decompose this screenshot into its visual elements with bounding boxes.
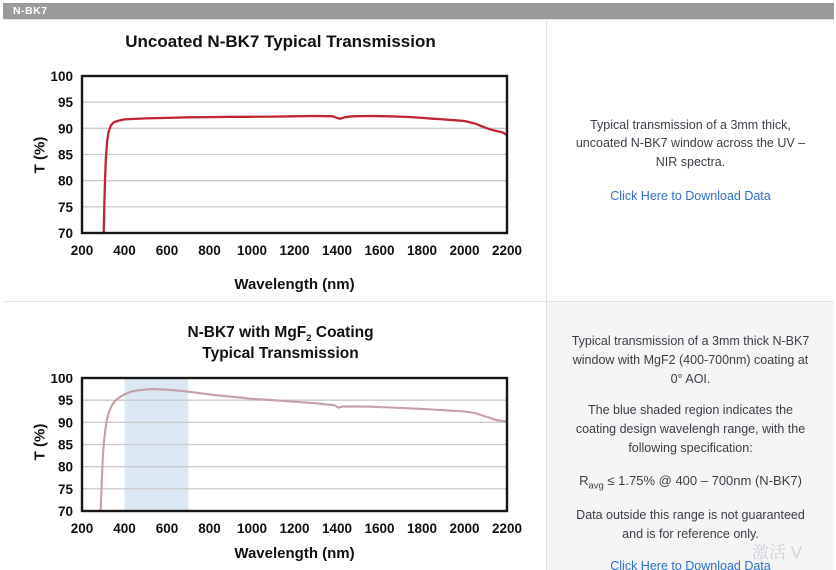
coated-spec: $R_{avg} \le 1.75\%$ @ 400 – 700nm (N-BK7) (579, 472, 802, 492)
svg-text:800: 800 (198, 243, 221, 258)
svg-text:400: 400 (113, 521, 136, 536)
svg-text:400: 400 (113, 243, 136, 258)
svg-text:90: 90 (57, 121, 73, 137)
tab-bar (3, 3, 834, 19)
svg-text:95: 95 (57, 393, 73, 409)
uncoated-chart-cell (3, 20, 547, 302)
svg-text:1600: 1600 (364, 243, 395, 258)
svg-text:200: 200 (70, 243, 94, 258)
coated-download-link[interactable]: Click Here to Download Data (610, 558, 771, 570)
uncoated-download-link[interactable]: Click Here to Download Data (610, 188, 771, 203)
coated-chart-title: N-BK7 with MgF$_2$ Coating Typical Transmission (187, 324, 374, 362)
coated-band-note: The blue shaded region indicates the coating design wavelengh range, with the following specification: (575, 403, 806, 455)
coated-description: Typical transmission of a 3mm thick N-BK7 window with MgF2 (400-700nm) coating at 0° AOI. (571, 334, 810, 386)
svg-text:70: 70 (57, 226, 73, 241)
svg-text:1600: 1600 (364, 521, 395, 536)
svg-text:1800: 1800 (406, 521, 438, 536)
svg-text:1200: 1200 (279, 521, 310, 536)
svg-text:70: 70 (57, 504, 73, 519)
coated-disclaimer: Data outside this range is not guaranteed and is for reference only. (576, 508, 805, 542)
coated-transmission-chart (3, 374, 547, 542)
coated-chart-cell (3, 302, 547, 570)
uncoated-transmission-chart (3, 70, 547, 265)
uncoated-y-axis-label: T (%) (31, 136, 49, 174)
svg-text:80: 80 (57, 459, 73, 475)
svg-text:80: 80 (57, 173, 73, 189)
svg-text:800: 800 (198, 521, 221, 536)
coated-description-panel (547, 302, 834, 570)
uncoated-description-panel (547, 20, 834, 302)
svg-text:2000: 2000 (449, 521, 480, 536)
uncoated-chart-title: Uncoated N-BK7 Typical Transmission (125, 32, 436, 51)
svg-text:75: 75 (57, 199, 73, 215)
svg-text:100: 100 (50, 70, 73, 84)
svg-text:1200: 1200 (279, 243, 310, 258)
svg-text:2000: 2000 (449, 243, 480, 258)
activate-watermark: 激活 V (752, 543, 803, 562)
svg-text:1400: 1400 (321, 243, 353, 258)
svg-text:100: 100 (50, 374, 73, 386)
svg-text:1400: 1400 (321, 521, 353, 536)
svg-text:200: 200 (70, 521, 94, 536)
svg-text:90: 90 (57, 415, 73, 431)
svg-text:1800: 1800 (406, 243, 438, 258)
svg-text:85: 85 (57, 437, 73, 453)
coated-x-axis-label: Wavelength (nm) (234, 545, 355, 562)
svg-text:2200: 2200 (491, 243, 523, 258)
svg-text:95: 95 (57, 95, 73, 111)
tab-nbk7[interactable]: N-BK7 (13, 5, 48, 17)
svg-text:85: 85 (57, 147, 73, 163)
svg-text:1000: 1000 (236, 521, 268, 536)
uncoated-description: Typical transmission of a 3mm thick, uncoated N-BK7 window across the UV – NIR spectra. (575, 117, 806, 169)
svg-text:75: 75 (57, 481, 73, 497)
content-grid (3, 19, 834, 570)
svg-text:600: 600 (155, 243, 179, 258)
coated-y-axis-label: T (%) (31, 423, 49, 461)
uncoated-x-axis-label: Wavelength (nm) (234, 276, 355, 293)
svg-text:1000: 1000 (236, 243, 268, 258)
svg-text:600: 600 (155, 521, 179, 536)
svg-text:2200: 2200 (491, 521, 523, 536)
